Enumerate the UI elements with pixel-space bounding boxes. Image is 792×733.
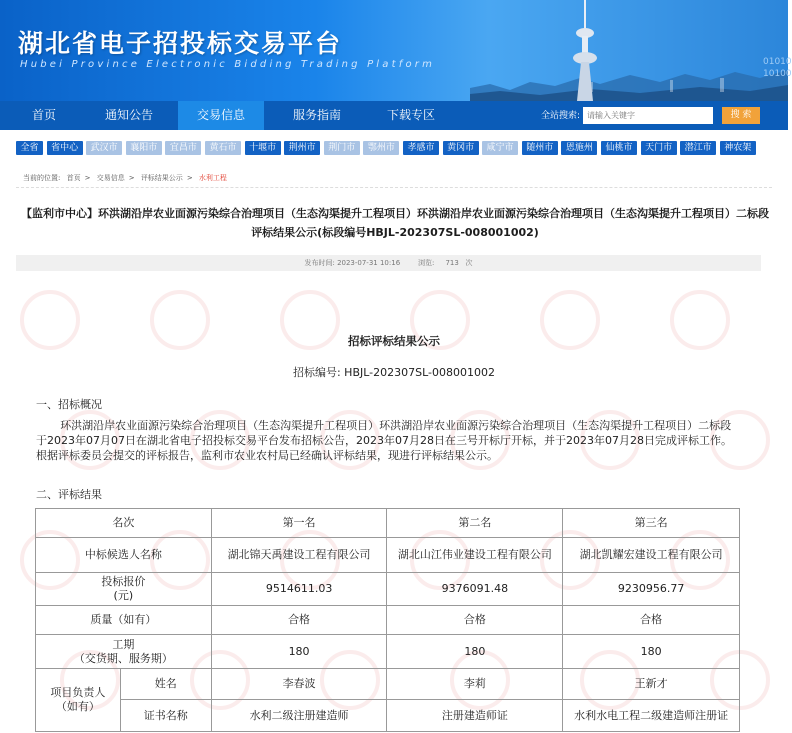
city-tag[interactable]: 潜江市 — [680, 141, 716, 155]
city-skyline-icon — [470, 60, 788, 101]
city-tag[interactable]: 全省 — [16, 141, 43, 155]
city-tag[interactable]: 天门市 — [641, 141, 677, 155]
search-input[interactable] — [583, 107, 713, 124]
city-tag[interactable]: 鄂州市 — [363, 141, 399, 155]
city-tag[interactable]: 咸宁市 — [482, 141, 518, 155]
price-third: 9230956.77 — [563, 573, 740, 606]
quality-second: 合格 — [387, 606, 563, 635]
overview-paragraph: 环洪湖沿岸农业面源污染综合治理项目（生态沟渠提升工程项目）环洪湖沿岸农业面源污染综合治理项目（生态沟渠提升工程项目）二标段于2023年07月07日在湖北省电子招投标交易平台发布招标公告，2023年07月28日在三号开标厅开标，并于2023年07月28日完成评标工作。根据评标委员会提交的评标报告，监利市农业农村局已经确认评标结果，现进行评标结果公示。 — [36, 419, 732, 462]
period-label: 工期 （交货期、服务期） — [36, 635, 212, 669]
section-results: 二、评标结果 — [36, 488, 102, 501]
breadcrumb-sep: > — [128, 174, 135, 182]
city-tag[interactable]: 宜昌市 — [165, 141, 201, 155]
quality-label: 质量（如有） — [36, 606, 212, 635]
header-rank: 名次 — [36, 509, 212, 538]
cert-first: 水利二级注册建造师 — [211, 700, 387, 732]
nav-home[interactable]: 首页 — [31, 108, 56, 122]
breadcrumb-home[interactable]: 首页 — [66, 174, 81, 182]
site-subtitle: Hubei Province Electronic Bidding Trading Platform — [20, 59, 436, 70]
candidate-label: 中标候选人名称 — [36, 538, 212, 573]
candidate-third: 湖北凯耀宏建设工程有限公司 — [563, 538, 740, 573]
breadcrumb-trade[interactable]: 交易信息 — [96, 174, 125, 182]
search-button[interactable]: 搜 索 — [722, 107, 760, 124]
city-tag[interactable]: 孝感市 — [403, 141, 439, 155]
search-label: 全站搜索: — [541, 111, 581, 121]
tv-tower-icon — [555, 0, 615, 101]
published-label: 发布时间: — [304, 259, 335, 267]
manager-group-label: 项目负责人 （如有） — [36, 669, 121, 732]
cert-third: 水利水电工程二级建造师注册证 — [563, 700, 740, 732]
header-third: 第三名 — [563, 509, 740, 538]
city-tag[interactable]: 省中心 — [47, 141, 83, 155]
manager-first: 李春波 — [211, 669, 387, 700]
city-tag[interactable]: 襄阳市 — [126, 141, 162, 155]
city-filter-bar — [16, 141, 774, 161]
city-tag[interactable]: 仙桃市 — [601, 141, 637, 155]
section-overview: 一、招标概况 — [36, 398, 102, 411]
candidate-second: 湖北山江伟业建设工程有限公司 — [387, 538, 563, 573]
city-tag[interactable]: 恩施州 — [561, 141, 597, 155]
decor-binary — [763, 56, 792, 80]
article-title: 【监利市中心】环洪湖沿岸农业面源污染综合治理项目（生态沟渠提升工程项目）环洪湖沿岸农业面源污染综合治理项目（生态沟渠提升工程项目）二标段评标结果公示(标段编号HBJL-202307SL-008001002) — [21, 207, 769, 239]
manager-second: 李莉 — [387, 669, 563, 700]
cert-second: 注册建造师证 — [387, 700, 563, 732]
views-label: 浏览: — [417, 259, 435, 267]
tender-code: 招标编号: HBJL-202307SL-008001002 — [292, 366, 496, 379]
manager-third: 王新才 — [563, 669, 740, 700]
period-first: 180 — [211, 635, 387, 669]
breadcrumb-current[interactable]: 水利工程 — [198, 174, 227, 182]
results-table — [35, 508, 740, 732]
breadcrumb-sep: > — [84, 174, 91, 182]
city-tag[interactable]: 荆州市 — [284, 141, 320, 155]
published-time: 2023-07-31 10:16 — [337, 259, 401, 267]
quality-first: 合格 — [211, 606, 387, 635]
notice-heading: 招标评标结果公示 — [348, 334, 440, 348]
nav-downloads[interactable]: 下载专区 — [386, 108, 435, 122]
city-tag[interactable]: 荆门市 — [324, 141, 360, 155]
views-count: 713 — [445, 259, 459, 267]
site-banner — [0, 0, 792, 101]
breadcrumb — [23, 173, 231, 183]
breadcrumb-results[interactable]: 评标结果公示 — [140, 174, 183, 182]
city-tag[interactable]: 随州市 — [522, 141, 558, 155]
nav-trade-info[interactable]: 交易信息 — [178, 101, 264, 130]
breadcrumb-label: 当前的位置: — [23, 174, 61, 182]
binary-line: 01010 — [763, 57, 792, 67]
city-tag[interactable]: 武汉市 — [86, 141, 122, 155]
nav-notices[interactable]: 通知公告 — [104, 108, 153, 122]
views-unit: 次 — [465, 259, 473, 267]
header-first: 第一名 — [211, 509, 387, 538]
quality-third: 合格 — [563, 606, 740, 635]
period-second: 180 — [387, 635, 563, 669]
price-first: 9514611.03 — [211, 573, 387, 606]
binary-line: 10100 — [763, 69, 792, 79]
candidate-first: 湖北锦天禹建设工程有限公司 — [211, 538, 387, 573]
divider — [16, 187, 772, 188]
header-second: 第二名 — [387, 509, 563, 538]
breadcrumb-sep: > — [186, 174, 193, 182]
site-title: 湖北省电子招投标交易平台 — [18, 29, 343, 58]
article-meta — [16, 255, 761, 271]
city-tag[interactable]: 黄冈市 — [443, 141, 479, 155]
price-label: 投标报价 (元) — [36, 573, 212, 606]
city-tag[interactable]: 神农架 — [720, 141, 756, 155]
cert-label: 证书名称 — [120, 700, 211, 732]
manager-name-label: 姓名 — [120, 669, 211, 700]
price-second: 9376091.48 — [387, 573, 563, 606]
nav-service-guide[interactable]: 服务指南 — [292, 108, 341, 122]
period-third: 180 — [563, 635, 740, 669]
city-tag[interactable]: 黄石市 — [205, 141, 241, 155]
city-tag[interactable]: 十堰市 — [245, 141, 281, 155]
